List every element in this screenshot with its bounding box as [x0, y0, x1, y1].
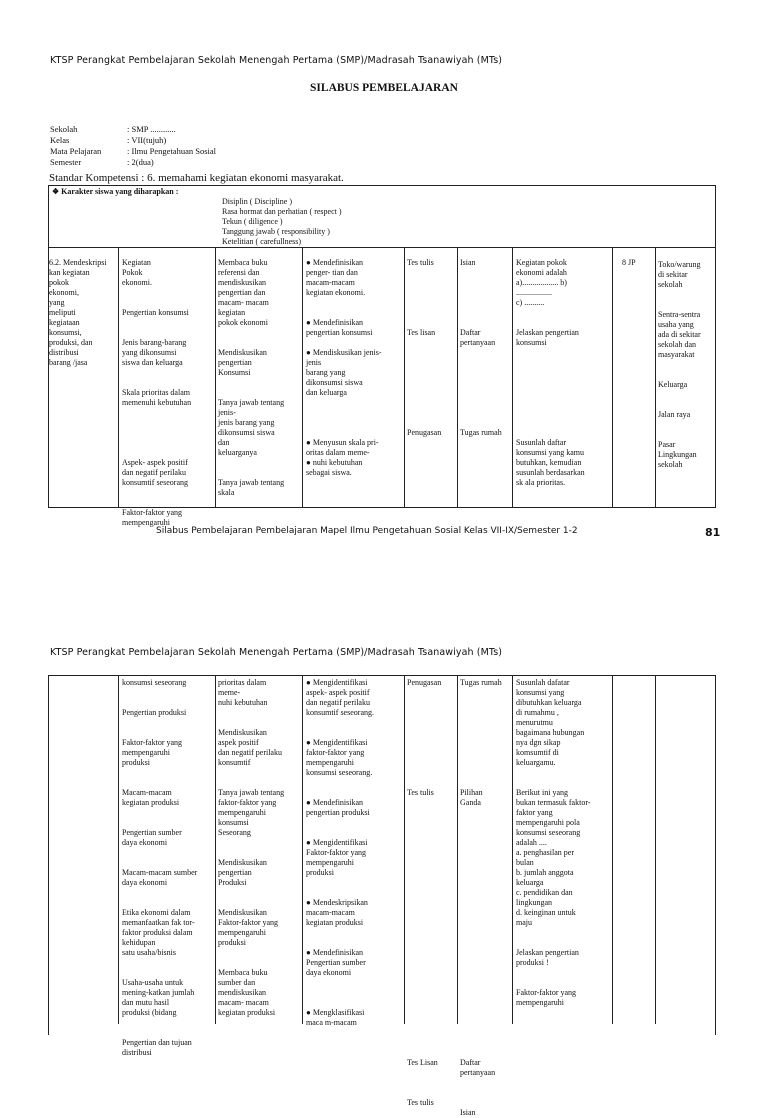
column-divider — [118, 247, 119, 508]
contoh-instrumen-cell: Kegiatan pokok ekonomi adalah a).................. b) .................. c) .......... Jelaskan pengertian konsumsi Susunlah daftar konsumsi yang kamu butuhkan, kemudian susunlah berdasarkan sk ala prioritas. — [516, 258, 585, 487]
column-divider — [302, 675, 303, 1024]
column-divider — [404, 247, 405, 508]
kompetensi-dasar-cell: 6.2. Mendeskripsi kan kegiatan pokok ekonomi, yang meliputi kegiataan konsumsi, produksi, dan distribusi barang /jasa — [49, 258, 107, 367]
sumber-belajar-cell: Toko/warung di sekitar sekolah Sentra-sentra usaha yang ada di sekitar sekolah dan masyarakat Keluarga Jalan raya Pasar Lingkungan sekolah — [658, 260, 701, 469]
table-row-divider — [48, 247, 716, 248]
alokasi-waktu-cell: 8 JP — [622, 258, 636, 267]
contoh-instrumen-cell: Susunlah dafatar konsumsi yang dibutuhkan keluarga di rumahmu , menurutmu bagaimana hubungan nya dgn sikap komsumtif di keluargamu. Berikut ini yang bukan termasuk faktor- faktor yang mempengaruhi pola konsumsi seseorang adalah .... a. penghasilan per bulan b. jumlah anggota keluarga c. pendidikan dan lingkungan d. keinginan untuk maju Jelaskan pengertian produksi ! Faktor-faktor yang mempengaruhi — [516, 678, 591, 1007]
teknik-penilaian-cell: Penugasan Tes tulis Tes Lisan Tes tulis — [407, 678, 442, 1107]
page-number: 81 — [705, 526, 721, 539]
kegiatan-pembelajaran-cell: Membaca buku referensi dan mendiskusikan pengertian dan macam- macam kegiatan pokok ekonomi Mendiskusikan pengertian Konsumsi Tanya jawab tentang jenis- jenis barang yang dikonsumsi siswa dan keluarganya Tanya jawab tentang skala — [218, 258, 285, 497]
page-header: KTSP Perangkat Pembelajaran Sekolah Menengah Pertama (SMP)/Madrasah Tsanawiyah (MTs) — [50, 647, 503, 658]
karakter-list: Disiplin ( Discipline ) Rasa hormat dan perhatian ( respect ) Tekun ( diligence ) Tanggung jawab ( responsibility ) Ketelitian ( carefullness) — [222, 197, 342, 246]
column-divider — [215, 247, 216, 508]
indikator-cell: ● Mengidentifikasi aspek- aspek positif dan negatif perilaku konsumtif seseorang. ● Mengidentifikasi faktor-faktor yang mempengaruhi konsumsi seseorang. ● Mendefinisikan pengertian produksi ● Mengidentifikasi Faktor-faktor yang mempengaruhi produksi ● Mendeskripsikan macam-macam kegiatan produksi ● Mendefinisikan Pengertian sumber daya ekonomi ● Mengklasifikasi maca m-macam — [306, 678, 374, 1027]
column-divider — [612, 675, 613, 1024]
document-title: SILABUS PEMBELAJARAN — [310, 82, 458, 94]
column-divider — [457, 675, 458, 1024]
karakter-values — [222, 187, 342, 257]
column-divider — [457, 247, 458, 508]
identity-labels: Sekolah Kelas Mata Pelajaran Semester — [50, 124, 102, 167]
standar-kompetensi: Standar Kompetensi : 6. memahami kegiatan ekonomi masyarakat. — [49, 172, 344, 184]
identity-values: : SMP ............ : VII(tujuh) : Ilmu Pengetahuan Sosial : 2(dua) — [127, 124, 217, 167]
page-header: KTSP Perangkat Pembelajaran Sekolah Menengah Pertama (SMP)/Madrasah Tsanawiyah (MTs) — [50, 55, 503, 66]
kegiatan-pembelajaran-cell: prioritas dalam meme- nuhi kebutuhan Mendiskusikan aspek positif dan negatif perilaku konsumtif Tanya jawab tentang faktor-faktor yang mempengaruhi konsumsi Seseorang Mendiskusikan pengertian Produksi Mendiskusikan Faktor-faktor yang mempengaruhi produksi Membaca buku sumber dan mendiskusikan macam- macam kegiatan produksi — [218, 678, 285, 1017]
karakter-label: ❖ Karakter siswa yang diharapkan : — [52, 187, 179, 196]
column-divider — [118, 675, 119, 1024]
bentuk-instrumen-cell: Tugas rumah Pilihan Ganda Daftar pertanyaan Isian — [460, 678, 502, 1117]
materi-pokok-cell: konsumsi seseorang Pengertian produksi Faktor-faktor yang mempengaruhi produksi Macam-macam kegiatan produksi Pengertian sumber daya ekonomi Macam-macam sumber daya ekonomi Etika ekonomi dalam memanfaatkan fak tor- faktor produksi dalam kehidupan satu usaha/bisnis Usaha-usaha untuk mening-katkan jumlah dan mutu hasil produksi (bidang Pengertian dan tujuan distribusi — [122, 678, 198, 1057]
indikator-cell: ● Mendefinisikan penger- tian dan macam-macam kegiatan ekonomi. ● Mendefinisikan pengertian konsumsi ● Mendiskusikan jenis- jenis barang yang dikonsumsi siswa dan keluarga ● Menyusun skala pri- oritas dalam meme- ● nuhi kebutuhan sebagai siswa. — [306, 258, 382, 477]
column-divider — [302, 247, 303, 508]
page-footer: Silabus Pembelajaran Pembelajaran Mapel Ilmu Pengetahuan Sosial Kelas VII-IX/Semester 1-2 — [156, 526, 578, 536]
column-divider — [512, 247, 513, 508]
column-divider — [512, 675, 513, 1024]
column-divider — [215, 675, 216, 1024]
column-divider — [655, 675, 656, 1024]
column-divider — [655, 247, 656, 508]
bentuk-instrumen-cell: Isian Daftar pertanyaan Tugas rumah — [460, 258, 502, 437]
teknik-penilaian-cell: Tes tulis Tes lisan Penugasan — [407, 258, 442, 437]
materi-pokok-cell: Kegiatan Pokok ekonomi. Pengertian konsumsi Jenis barang-barang yang dikonsumsi siswa dan keluarga Skala prioritas dalam memenuhi kebutuhan Aspek- aspek positif dan negatif perilaku konsumtif seseorang Faktor-faktor yang mempengaruhi — [122, 258, 192, 527]
column-divider — [404, 675, 405, 1024]
column-divider — [612, 247, 613, 508]
